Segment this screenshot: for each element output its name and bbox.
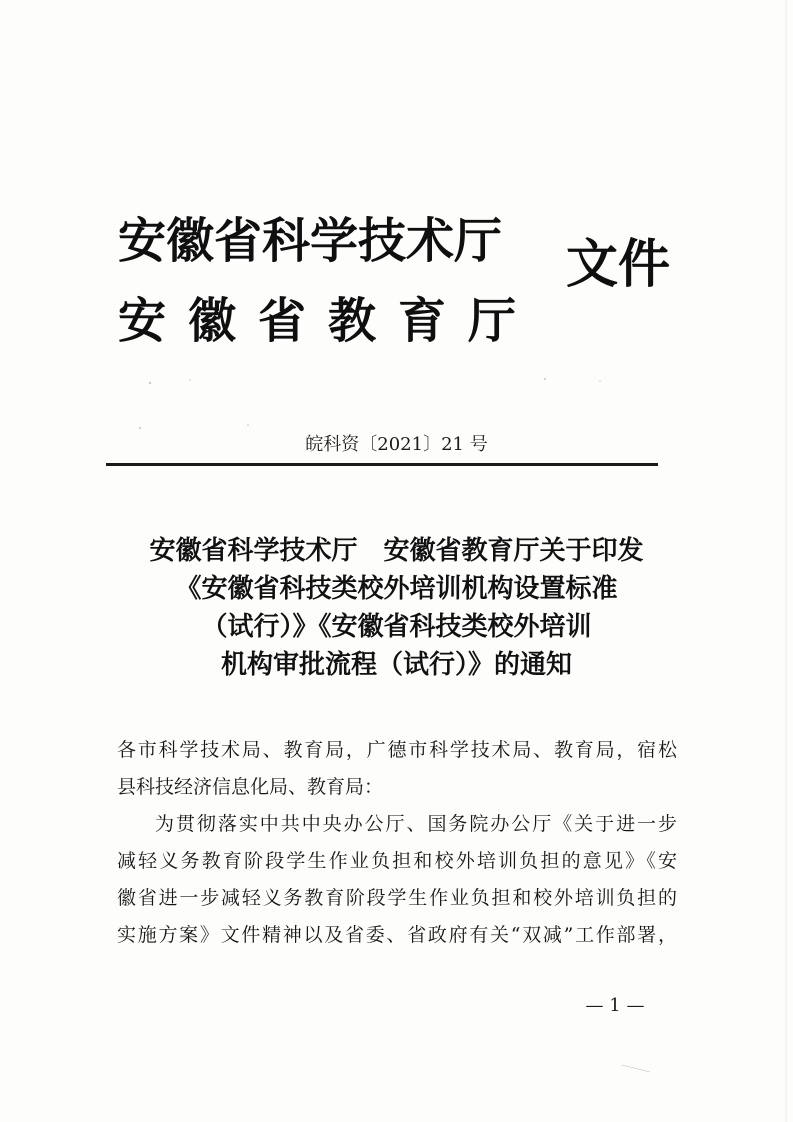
title-line: 安徽省科学技术厅 安徽省教育厅关于印发 — [149, 536, 644, 566]
body-line-paragraph: 徽省进一步减轻义务教育阶段学生作业负担和校外培训负担的 — [117, 887, 677, 909]
document-number: 皖科资〔2021〕21 号 — [305, 434, 488, 455]
issuing-organizations-header — [118, 205, 678, 355]
title-line: 机构审批流程（试行）》的通知 — [220, 650, 572, 680]
notice-body — [117, 732, 677, 954]
page-number: — 1 — — [585, 995, 645, 1016]
body-line-paragraph: 为贯彻落实中共中央办公厅、国务院办公厅《关于进一步 — [155, 813, 677, 835]
title-line: 《安徽省科技类校外培训机构设置标准 — [175, 574, 618, 604]
body-line-addressees-end: 县科技经济信息化局、教育局： — [117, 776, 384, 798]
org-name-education: 安徽省教育厅 — [118, 293, 539, 349]
title-line: （试行）》《安徽省科技类校外培训 — [201, 612, 592, 642]
notice-title — [60, 532, 733, 684]
body-line-paragraph: 减轻义务教育阶段学生作业负担和校外培训负担的意见》《安 — [117, 850, 677, 872]
body-line-addressees: 各市科学技术局、教育局，广德市科学技术局、教育局，宿松 — [117, 739, 677, 761]
org-name-science-tech: 安徽省科学技术厅 — [118, 213, 503, 269]
header-divider-line — [106, 463, 658, 466]
document-type-label: 文件 — [566, 235, 671, 295]
body-line-paragraph: 实施方案》文件精神以及省委、省政府有关“双减”工作部署， — [117, 924, 677, 946]
